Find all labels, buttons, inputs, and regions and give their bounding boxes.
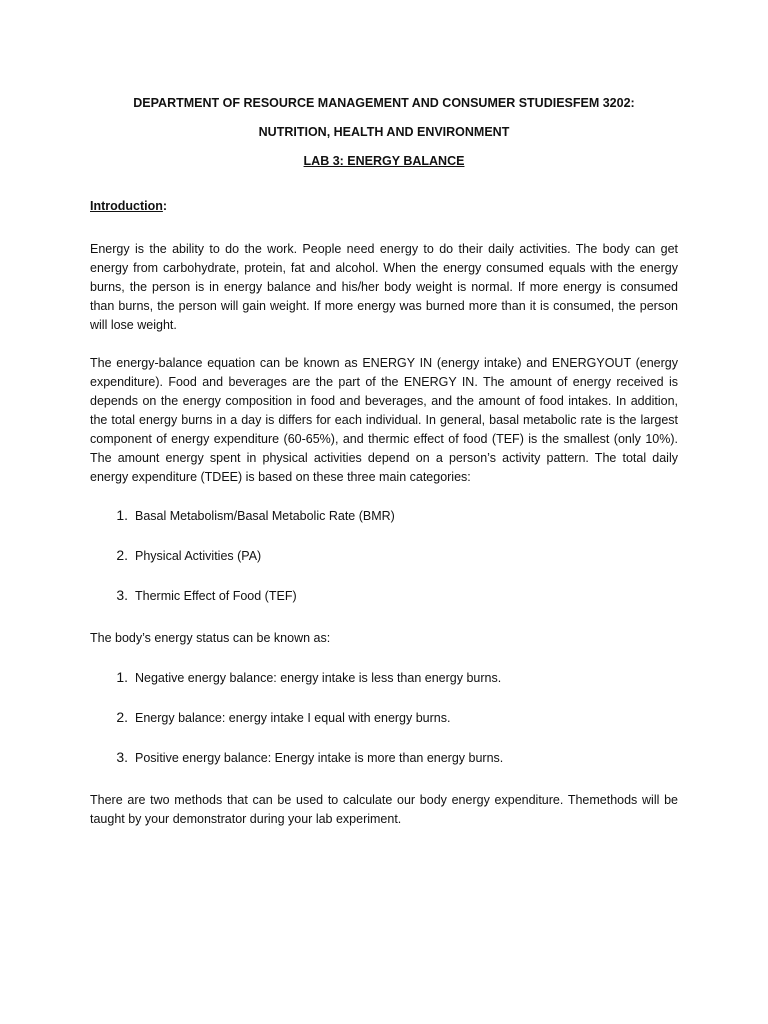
- list-number: 2.: [116, 547, 128, 563]
- list-item: [90, 748, 678, 768]
- introduction-label-colon: :: [162, 199, 168, 213]
- paragraph-closing: There are two methods that can be used to calculate our body energy expenditure. Themethods will be taught by your demonstrator during your lab experiment.: [90, 793, 678, 826]
- list-number: 3.: [116, 749, 128, 765]
- list-item-text: Basal Metabolism/Basal Metabolic Rate (BMR): [135, 509, 395, 523]
- list-item: [90, 586, 678, 606]
- list-item: [90, 506, 678, 526]
- course-heading: NUTRITION, HEALTH AND ENVIRONMENT: [258, 125, 510, 139]
- list-item-text: Negative energy balance: energy intake is less than energy burns.: [135, 671, 502, 685]
- list-item: [90, 668, 678, 688]
- energy-status-list: [90, 668, 678, 768]
- list-item: [90, 546, 678, 566]
- tdee-categories-list: [90, 506, 678, 606]
- list-item-text: Thermic Effect of Food (TEF): [135, 589, 297, 603]
- introduction-label-text: Introduction: [90, 199, 163, 213]
- list-item: [90, 708, 678, 728]
- list-number: 2.: [116, 709, 128, 725]
- list-number: 3.: [116, 587, 128, 603]
- list-item-text: Positive energy balance: Energy intake is more than energy burns.: [135, 751, 504, 765]
- energy-status-intro: The body’s energy status can be known as:: [90, 631, 331, 645]
- introduction-label: [90, 197, 678, 216]
- paragraph-energy-balance-equation: The energy-balance equation can be known as ENERGY IN (energy intake) and ENERGYOUT (energy expenditure). Food and beverages are the part of the ENERGY IN. The amount of energy received is depends on the energy composition in food and beverages, and the amount of food intakes. In addition, the total energy burns in a day is differs for each individual. In general, basal metabolic rate is the largest component of energy expenditure (60-65%), and thermic effect of food (TEF) is the smallest (only 10%). The amount energy spent in physical activities depend on a person’s activity pattern. The total daily energy expenditure (TDEE) is based on these three main categories:: [90, 356, 678, 484]
- list-item-text: Physical Activities (PA): [135, 549, 262, 563]
- list-number: 1.: [116, 507, 128, 523]
- paragraph-energy-definition: Energy is the ability to do the work. People need energy to do their daily activities. The body can get energy from carbohydrate, protein, fat and alcohol. When the energy consumed equals with the energy burns, the person is in energy balance and his/her body weight is normal. If more energy is consumed than burns, the person will gain weight. If more energy was burned more than it is consumed, the person will lose weight.: [90, 242, 678, 332]
- department-heading: DEPARTMENT OF RESOURCE MANAGEMENT AND CONSUMER STUDIESFEM 3202:: [133, 96, 635, 110]
- list-item-text: Energy balance: energy intake I equal with energy burns.: [135, 711, 451, 725]
- lab-title: LAB 3: ENERGY BALANCE: [303, 154, 465, 168]
- list-number: 1.: [116, 669, 128, 685]
- document-page: [90, 94, 678, 848]
